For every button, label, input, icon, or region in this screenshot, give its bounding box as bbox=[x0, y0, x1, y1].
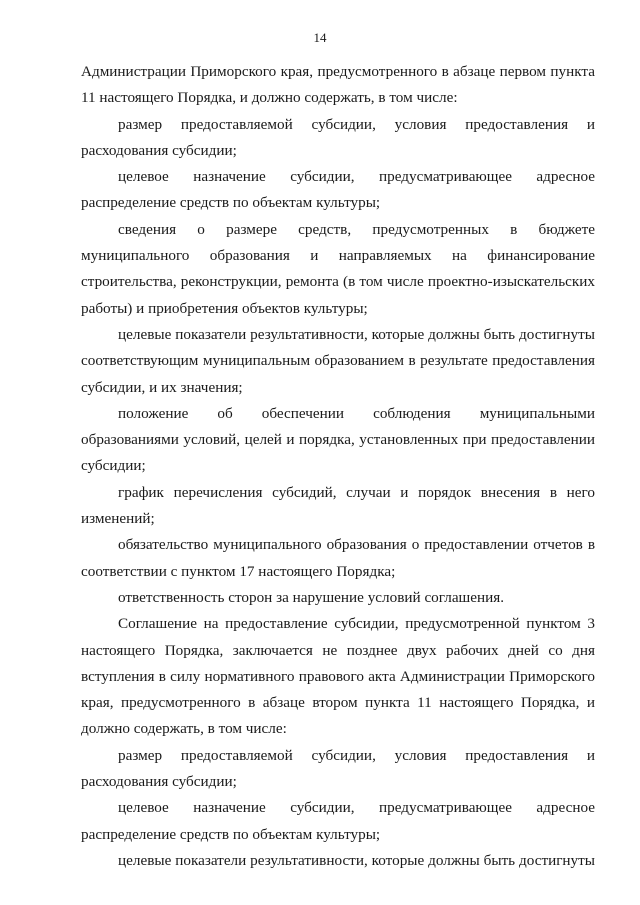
paragraph: целевые показатели результативности, которые должны быть достигнуты соответствующим муниципальным образованием в результате предоставления субсидии, и их значения; bbox=[81, 325, 595, 396]
paragraph: целевое назначение субсидии, предусматривающее адресное распределение средств по объектам культуры; bbox=[81, 168, 595, 212]
paragraph: размер предоставляемой субсидии, условия предоставления и расходования субсидии; bbox=[81, 746, 595, 791]
paragraph: ответственность сторон за нарушение условий соглашения. bbox=[118, 588, 505, 606]
page-number: 14 bbox=[313, 30, 327, 45]
paragraph: целевое назначение субсидии, предусматривающее адресное распределение средств по объектам культуры; bbox=[81, 799, 595, 843]
paragraph: Соглашение на предоставление субсидии, предусмотренной пунктом 3 настоящего Порядка, заключается не позднее двух рабочих дней со дня вступления в силу нормативного правового акта Администрации Приморского края, предусмотренного в абзаце втором пункта 11 настоящего Порядка, и должно содержать, в том числе: bbox=[81, 615, 595, 738]
paragraph: Администрации Приморского края, предусмотренного в абзаце первом пункта 11 настоящего Порядка, и должно содержать, в том числе: bbox=[81, 63, 595, 107]
paragraph: целевые показатели результативности, которые должны быть достигнуты bbox=[118, 851, 595, 869]
paragraph: положение об обеспечении соблюдения муниципальными образованиями условий, целей и порядка, установленных при предоставлении субсидии; bbox=[81, 404, 595, 475]
document-body bbox=[81, 59, 595, 874]
paragraph: сведения о размере средств, предусмотренных в бюджете муниципального образования и направляемых на финансирование строительства, реконструкции, ремонта (в том числе проектно-изыскательских работы) и приобретения объектов культуры; bbox=[81, 220, 595, 317]
paragraph: обязательство муниципального образования о предоставлении отчетов в соответствии с пунктом 17 настоящего Порядка; bbox=[81, 536, 595, 580]
paragraph: размер предоставляемой субсидии, условия предоставления и расходования субсидии; bbox=[81, 115, 595, 159]
paragraph: график перечисления субсидий, случаи и порядок внесения в него изменений; bbox=[81, 483, 595, 528]
